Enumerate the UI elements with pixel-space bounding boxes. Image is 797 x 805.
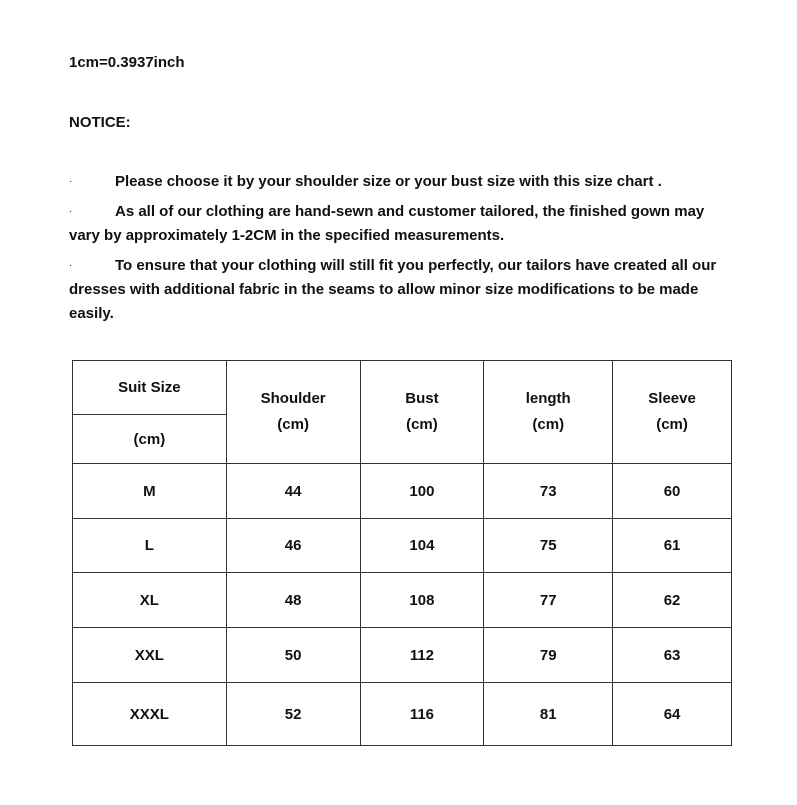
notice-text: To ensure that your clothing will still fit you perfectly, our tailors have created all our dresses with additional fabric in the seams to allow minor size modifications to be made easily. [69, 257, 717, 322]
conversion-note: 1cm=0.3937inch [69, 54, 185, 71]
notice-item-2 [69, 200, 734, 248]
table-row [73, 519, 732, 573]
shoulder-cell: 44 [226, 464, 360, 519]
shoulder-cell: 52 [226, 683, 360, 746]
table-row [73, 683, 732, 746]
table-row [73, 628, 732, 683]
column-unit: (cm) [277, 416, 309, 433]
size-chart-table [72, 360, 732, 746]
notice-text: Please choose it by your shoulder size or your bust size with this size chart . [115, 173, 662, 190]
size-header-cell: Suit Size [73, 361, 227, 415]
size-cell: XXXL [73, 683, 227, 746]
notice-title: NOTICE: [69, 114, 131, 131]
bullet-icon: · [69, 206, 73, 217]
column-unit: (cm) [406, 416, 438, 433]
table-header-row [73, 361, 732, 415]
sleeve-header-cell [613, 361, 732, 464]
shoulder-cell: 48 [226, 573, 360, 628]
bust-cell: 108 [360, 573, 484, 628]
bullet-icon: · [69, 176, 73, 187]
notice-text: As all of our clothing are hand-sewn and customer tailored, the finished gown may vary by approximately 1-2CM in the specified measurements. [69, 203, 705, 244]
length-cell: 73 [484, 464, 613, 519]
bust-cell: 100 [360, 464, 484, 519]
column-name: Shoulder [260, 390, 326, 407]
length-header-cell [484, 361, 613, 464]
length-cell: 79 [484, 628, 613, 683]
sleeve-cell: 61 [613, 519, 732, 573]
size-unit-cell: (cm) [73, 415, 227, 464]
length-cell: 75 [484, 519, 613, 573]
length-cell: 77 [484, 573, 613, 628]
table-row [73, 573, 732, 628]
shoulder-header-cell [226, 361, 360, 464]
column-name: Sleeve [648, 390, 696, 407]
column-name: Bust [405, 390, 439, 407]
bullet-icon: · [69, 260, 73, 271]
sleeve-cell: 64 [613, 683, 732, 746]
notice-item-1 [69, 170, 734, 194]
column-unit: (cm) [656, 416, 688, 433]
notice-item-3 [69, 254, 734, 326]
bust-cell: 116 [360, 683, 484, 746]
size-cell: XXL [73, 628, 227, 683]
sleeve-cell: 62 [613, 573, 732, 628]
length-cell: 81 [484, 683, 613, 746]
size-cell: XL [73, 573, 227, 628]
bust-header-cell [360, 361, 484, 464]
column-name: length [525, 390, 571, 407]
column-unit: (cm) [532, 416, 565, 433]
size-cell: M [73, 464, 227, 519]
bust-cell: 104 [360, 519, 484, 573]
size-cell: L [73, 519, 227, 573]
shoulder-cell: 46 [226, 519, 360, 573]
bust-cell: 112 [360, 628, 484, 683]
sleeve-cell: 60 [613, 464, 732, 519]
table-row [73, 464, 732, 519]
shoulder-cell: 50 [226, 628, 360, 683]
sleeve-cell: 63 [613, 628, 732, 683]
